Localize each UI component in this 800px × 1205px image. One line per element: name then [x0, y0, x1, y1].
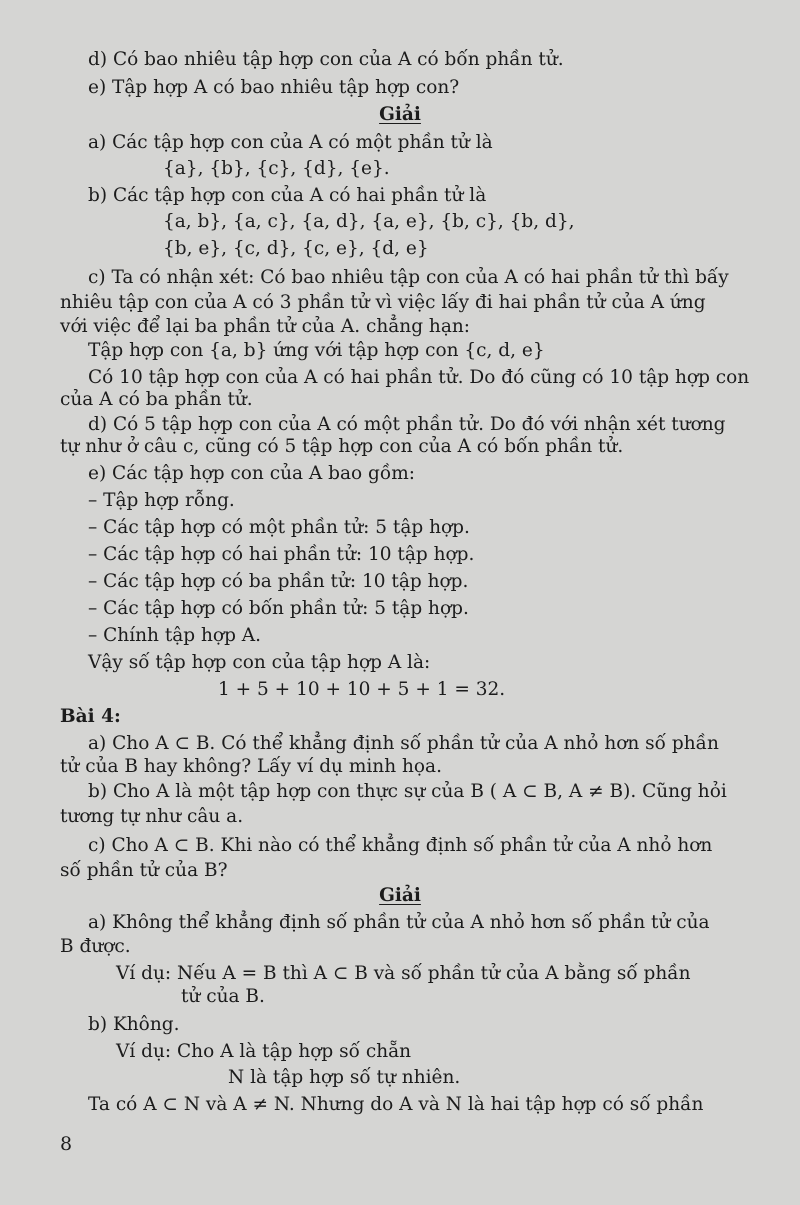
solution-b-example-2: N là tập hợp số tự nhiên.	[228, 1067, 461, 1088]
page-number: 8	[60, 1133, 73, 1155]
answer-d-line-1: d) Có 5 tập hợp con của A có một phần tử. Do đó với nhận xét tương	[88, 414, 726, 435]
exercise-b-line-2: tương tự như câu a.	[60, 806, 244, 827]
exercise-title: Bài 4:	[60, 706, 121, 727]
solution-a-example-2: tử của B.	[181, 986, 265, 1007]
answer-c-line-6: của A có ba phần tử.	[60, 389, 253, 410]
answer-c-line-5: Có 10 tập hợp con của A có hai phần tử. Do đó cũng có 10 tập hợp con	[88, 367, 750, 388]
exercise-a-line-1: a) Cho A ⊂ B. Có thể khẳng định số phần tử của A nhỏ hơn số phần	[88, 733, 719, 754]
solution-b-line-3: Ta có A ⊂ N và A ≠ N. Nhưng do A và N là hai tập hợp có số phần	[88, 1094, 704, 1115]
solution-b: b) Không.	[88, 1014, 180, 1035]
answer-b-sets-1: {a, b}, {a, c}, {a, d}, {a, e}, {b, c}, {b, d},	[163, 211, 575, 232]
answer-c-line-3: với việc để lại ba phần tử của A. chẳng hạn:	[60, 316, 471, 337]
sum-equation: 1 + 5 + 10 + 10 + 5 + 1 = 32.	[218, 679, 506, 700]
list-item: – Tập hợp rỗng.	[88, 490, 235, 511]
list-item: – Các tập hợp có một phần tử: 5 tập hợp.	[88, 517, 470, 538]
solution-a-line-1: a) Không thể khẳng định số phần tử của A nhỏ hơn số phần tử của	[88, 912, 710, 933]
list-item: – Chính tập hợp A.	[88, 625, 262, 646]
exercise-a-line-2: tử của B hay không? Lấy ví dụ minh họa.	[60, 756, 442, 777]
solution-b-example-1: Ví dụ: Cho A là tập hợp số chẵn	[116, 1041, 412, 1062]
answer-a: a) Các tập hợp con của A có một phần tử là	[88, 132, 493, 153]
list-item: – Các tập hợp có hai phần tử: 10 tập hợp.	[88, 544, 475, 565]
solution-a-line-2: B được.	[60, 936, 131, 957]
conclusion: Vậy số tập hợp con của tập hợp A là:	[88, 652, 431, 673]
answer-e: e) Các tập hợp con của A bao gồm:	[88, 463, 415, 484]
list-item: – Các tập hợp có ba phần tử: 10 tập hợp.	[88, 571, 469, 592]
exercise-c-line-1: c) Cho A ⊂ B. Khi nào có thể khẳng định số phần tử của A nhỏ hơn	[88, 835, 713, 856]
answer-c-line-2: nhiêu tập con của A có 3 phần tử vì việc lấy đi hai phần tử của A ứng	[60, 292, 706, 313]
answer-c-example: Tập hợp con {a, b} ứng với tập hợp con {c, d, e}	[88, 340, 545, 361]
answer-a-sets: {a}, {b}, {c}, {d}, {e}.	[163, 158, 390, 179]
answer-c-line-1: c) Ta có nhận xét: Có bao nhiêu tập con của A có hai phần tử thì bấy	[88, 267, 729, 288]
solution-heading: Giải	[379, 104, 421, 125]
list-item: – Các tập hợp có bốn phần tử: 5 tập hợp.	[88, 598, 469, 619]
exercise-c-line-2: số phần tử của B?	[60, 860, 228, 881]
exercise-b-line-1: b) Cho A là một tập hợp con thực sự của B ( A ⊂ B, A ≠ B). Cũng hỏi	[88, 781, 727, 802]
solution-a-example-1: Ví dụ: Nếu A = B thì A ⊂ B và số phần tử của A bằng số phần	[116, 963, 691, 984]
answer-b: b) Các tập hợp con của A có hai phần tử là	[88, 185, 487, 206]
answer-b-sets-2: {b, e}, {c, d}, {c, e}, {d, e}	[163, 238, 429, 259]
answer-d-line-2: tự như ở câu c, cũng có 5 tập hợp con của A có bốn phần tử.	[60, 436, 624, 457]
question-d: d) Có bao nhiêu tập hợp con của A có bốn phần tử.	[88, 49, 564, 70]
question-e: e) Tập hợp A có bao nhiêu tập hợp con?	[88, 77, 460, 98]
solution-heading-2: Giải	[379, 885, 421, 906]
